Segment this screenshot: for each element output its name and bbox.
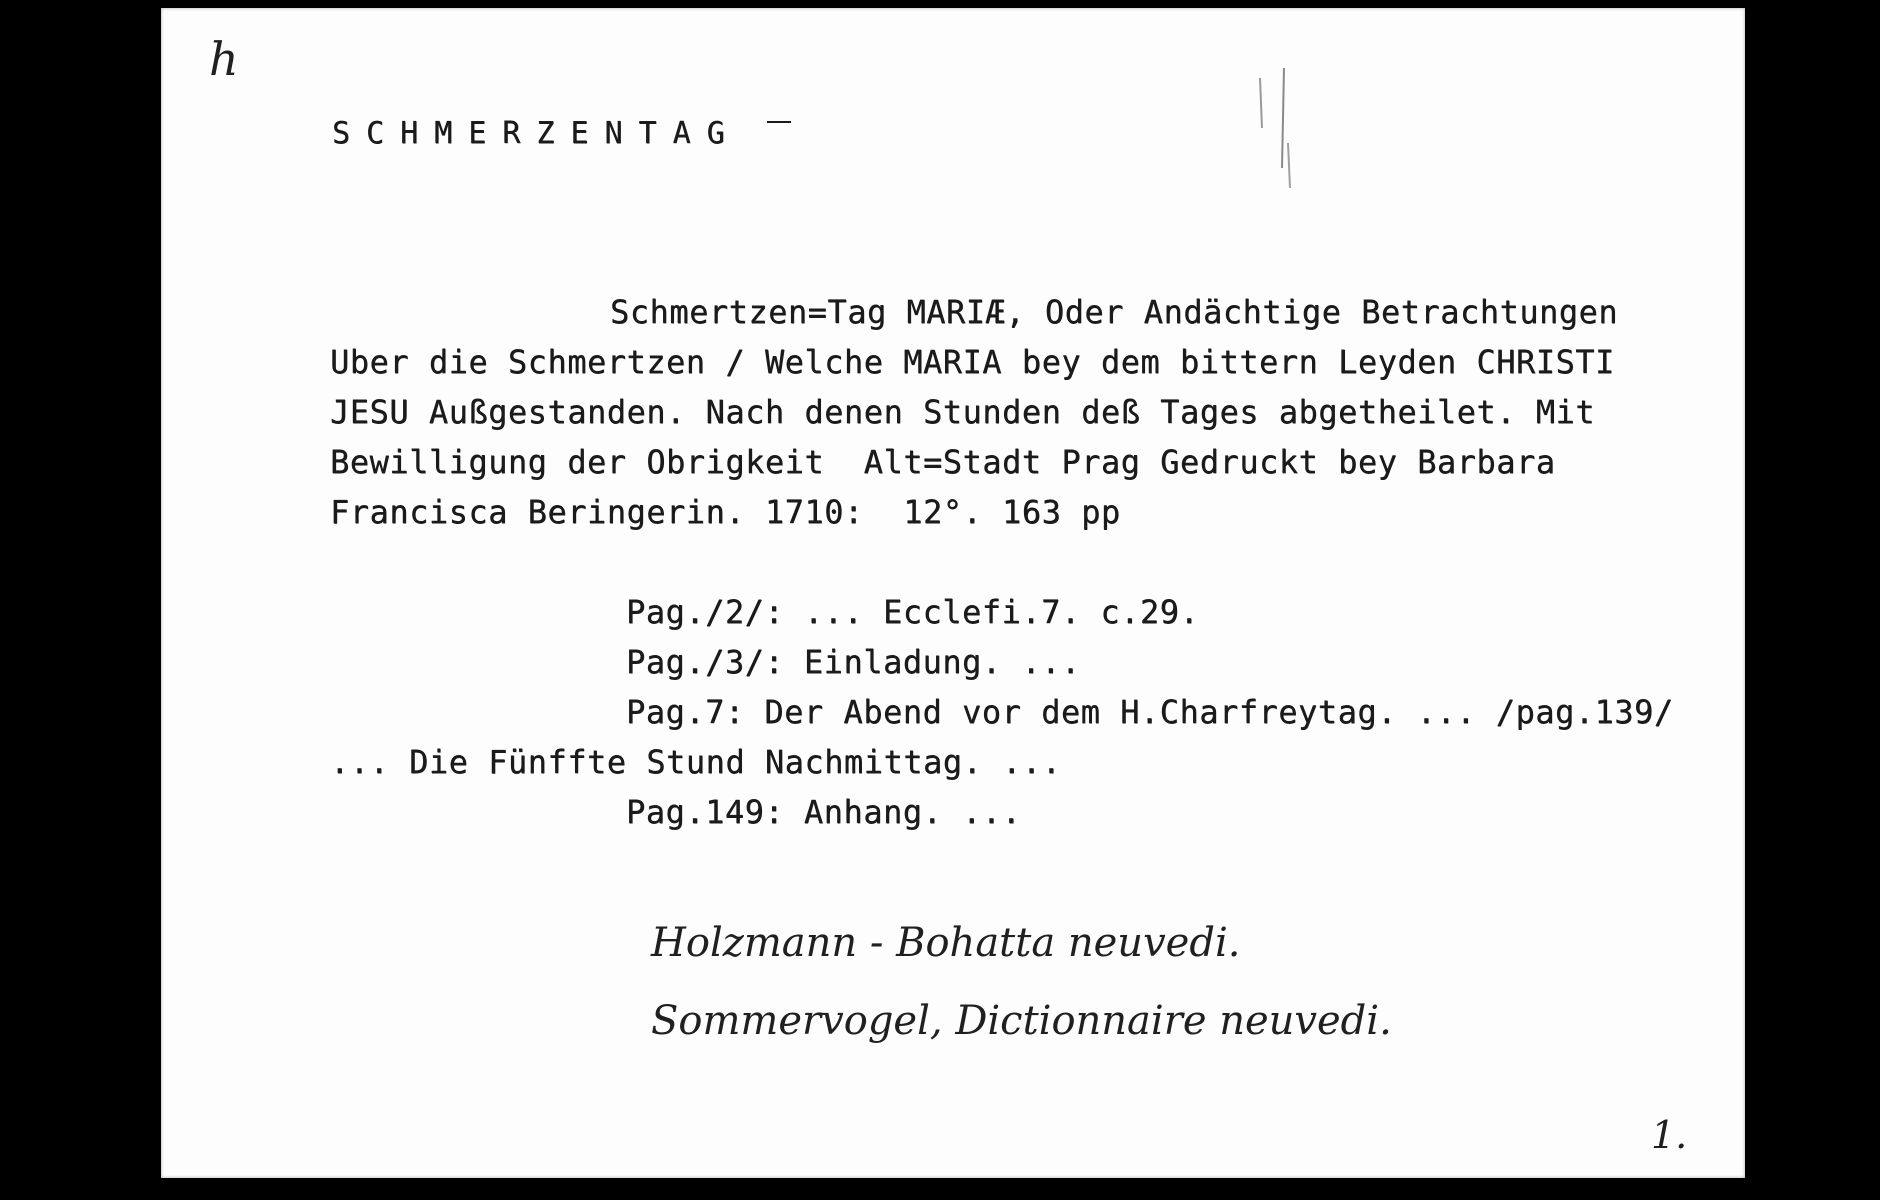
catalog-card — [161, 8, 1745, 1178]
entry-line: Francisca Beringerin. 1710: 12°. 163 pp — [330, 493, 1121, 531]
handwritten-note: Holzmann - Bohatta neuvedi. — [651, 920, 1241, 966]
card-heading: SCHMERZENTAG — [332, 116, 741, 151]
note-line: ... Die Fünffte Stund Nachmittag. ... — [330, 743, 1062, 781]
note-line: Pag./3/: Einladung. ... — [626, 643, 1081, 681]
entry-line: JESU Außgestanden. Nach denen Stunden deß Tages abgetheilet. Mit — [330, 393, 1595, 431]
handwritten-note: Sommervogel, Dictionnaire neuvedi. — [651, 998, 1392, 1044]
entry-line: Uber die Schmertzen / Welche MARIA bey dem bittern Leyden CHRISTI — [330, 343, 1615, 381]
heading-overline-mark — [761, 116, 801, 130]
scan-smudge — [1246, 58, 1306, 198]
page-number: 1. — [1651, 1113, 1688, 1157]
note-line: Pag.149: Anhang. ... — [626, 793, 1022, 831]
note-line: Pag.7: Der Abend vor dem H.Charfreytag. ... /pag.139/ — [626, 693, 1674, 731]
corner-mark: h — [209, 32, 239, 86]
entry-line: Schmertzen=Tag MARIÆ, Oder Andächtige Betrachtungen — [610, 293, 1619, 331]
note-line: Pag./2/: ... Ecclefi.7. c.29. — [626, 593, 1200, 631]
entry-line: Bewilligung der Obrigkeit Alt=Stadt Prag Gedruckt bey Barbara — [330, 443, 1556, 481]
